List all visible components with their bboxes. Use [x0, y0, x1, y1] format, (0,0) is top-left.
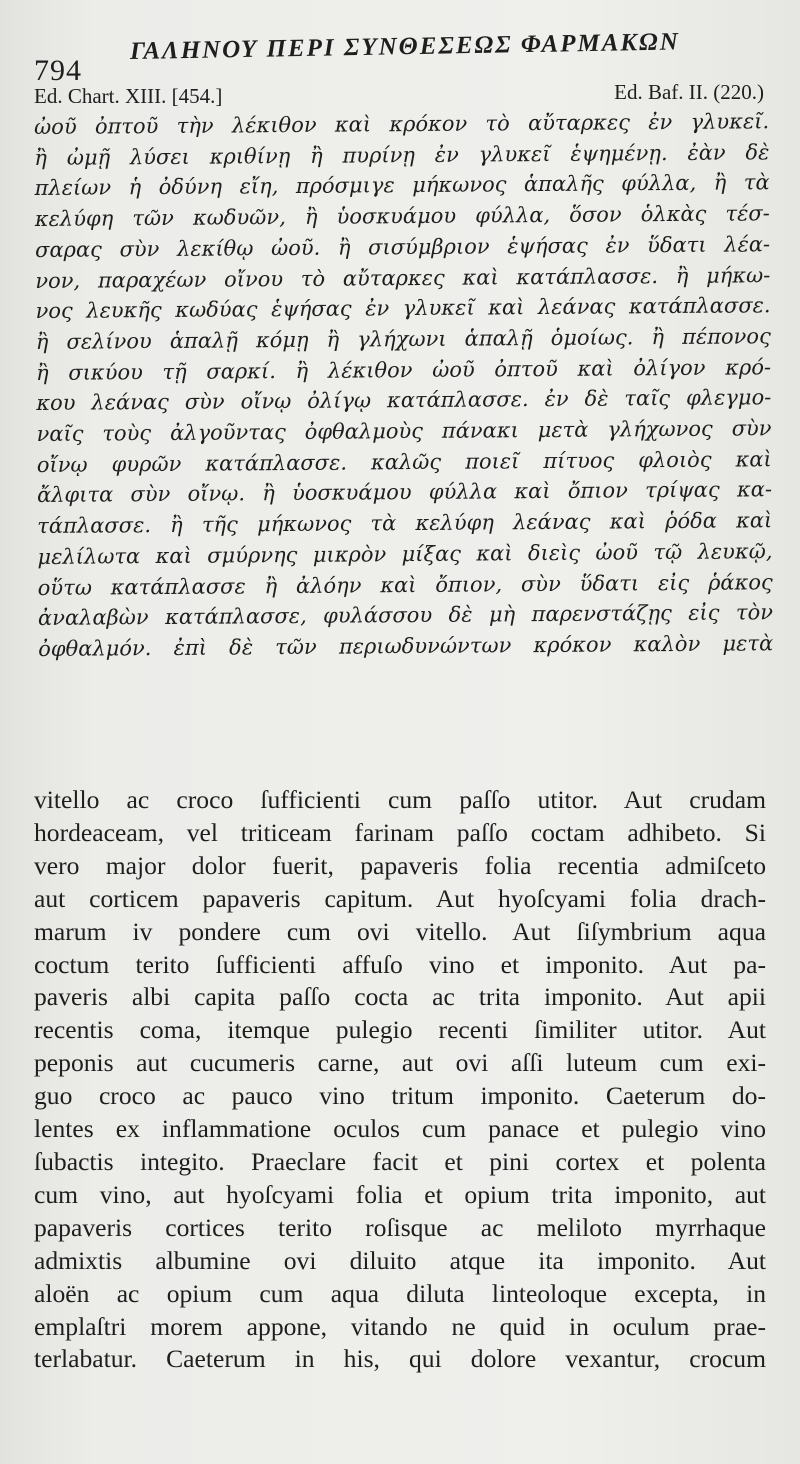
greek-text-block	[34, 106, 773, 664]
greek-line: μελίλωτα καὶ σμύρνης μικρὸν μίξας καὶ διεὶς ὠοῦ τῷ λευκῷ,	[37, 539, 773, 569]
greek-line: τάπλασσε. ἢ τῆς μήκωνος τὰ κελύφη λεάνας καὶ ῥόδα καὶ	[37, 508, 773, 539]
page-number: 794	[34, 54, 82, 87]
greek-line: σαρας σὺν λεκίθῳ ὠοῦ. ἢ σισύμβριον ἑψήσας ἐν ὕδατι λέα-	[34, 232, 771, 262]
greek-line: κελύφη τῶν κωδυῶν, ἢ ὑοσκυάμου φύλλα, ὅσον ὁλκὰς τέσ-	[34, 201, 770, 232]
greek-line: ἢ ὠμῇ λύσει κριθίνῃ ἢ πυρίνῃ ἐν γλυκεῖ ἑψημένῃ. ἐὰν δὲ	[34, 139, 770, 170]
greek-line: πλείων ἡ ὀδύνη εἴη, πρόσμιγε μήκωνος ἁπαλῆς φύλλα, ἢ τὰ	[34, 170, 770, 201]
greek-line: οὕτω κατάπλασσε ἢ ἀλόην καὶ ὄπιον, σὺν ὕδατι εἰς ῥάκος	[37, 569, 773, 600]
greek-line: νος λευκῆς κωδύας ἑψήσας ἐν γλυκεῖ καὶ λεάνας κατάπλασσε.	[35, 293, 771, 324]
greek-line: οἴνῳ φυρῶν κατάπλασσε. καλῶς ποιεῖ πίτυος φλοιὸς καὶ	[36, 446, 772, 477]
running-title: ΓΑΛΗΝΟΥ ΠΕΡΙ ΣΥΝΘΕΣΕΩΣ ΦΑΡΜΑΚΩΝ	[129, 28, 680, 65]
page-header	[34, 28, 764, 87]
greek-line: ἢ σικύου τῇ σαρκί. ἢ λέκιθον ὠοῦ ὀπτοῦ καὶ ὀλίγον κρό-	[35, 354, 772, 385]
latin-line: recentis coma, itemque pulegio recenti ſimiliter utitor. Aut	[34, 1015, 766, 1045]
greek-line: ἄλφιτα σὺν οἴνῳ. ἢ ὑοσκυάμου φύλλα καὶ ὄπιον τρίψας κα-	[36, 477, 773, 508]
latin-line: ſubactis integito. Praeclare facit et pini cortex et polenta	[34, 1146, 766, 1176]
edition-references	[34, 80, 764, 110]
greek-line: νον, παραχέων οἴνου τὸ αὔταρκες καὶ κατάπλασσε. ἢ μήκω-	[35, 262, 771, 293]
latin-line: vero major dolor fuerit, papaveris folia recentia admiſceto	[34, 850, 766, 880]
latin-line: peponis aut cucumeris carne, aut ovi aſſi luteum cum exi-	[34, 1048, 766, 1078]
latin-line: lentes ex inflammatione oculos cum panace et pulegio vino	[34, 1114, 766, 1144]
edition-basel-reference: Ed. Baf. II. (220.)	[614, 80, 764, 104]
latin-line: paveris albi capita paſſo cocta ac trita imponito. Aut apii	[34, 982, 766, 1012]
greek-line: ὀφθαλμόν. ἐπὶ δὲ τῶν περιωδυνώντων κρόκον καλὸν μετὰ	[38, 631, 774, 661]
latin-line: cum vino, aut hyoſcyami folia et opium trita imponito, aut	[34, 1179, 766, 1209]
latin-line: admixtis albumine ovi diluito atque ita imponito. Aut	[34, 1245, 766, 1275]
greek-line: ὠοῦ ὀπτοῦ τὴν λέκιθον καὶ κρόκον τὸ αὔταρκες ἐν γλυκεῖ.	[34, 109, 770, 139]
latin-line: aloën ac opium cum aqua diluta linteoloque excepta, in	[34, 1278, 766, 1308]
greek-line: ἢ σελίνου ἁπαλῇ κόμῃ ἢ γλήχωνι ἁπαλῇ ὁμοίως. ἢ πέπονος	[35, 324, 771, 354]
latin-line: terlabatur. Caeterum in his, qui dolore vexantur, crocum	[34, 1344, 766, 1374]
latin-text-block	[34, 784, 766, 1376]
greek-line: ναῖς τοὺς ἀλγοῦντας ὀφθαλμοὺς πάνακι μετὰ γλήχωνος σὺν	[36, 416, 772, 447]
latin-line: aut corticem papaveris capitum. Aut hyoſcyami folia drach-	[34, 883, 766, 913]
latin-line: papaveris cortices terito roſisque ac meliloto myrrhaque	[34, 1212, 766, 1242]
latin-line: coctum terito ſufficienti affuſo vino et imponito. Aut pa-	[34, 949, 766, 979]
latin-line: marum iv pondere cum ovi vitello. Aut ſiſymbrium aqua	[34, 916, 766, 946]
edition-chartier-reference: Ed. Chart. XIII. [454.]	[34, 84, 223, 108]
latin-line: hordeaceam, vel triticeam farinam paſſo coctam adhibeto. Si	[34, 817, 766, 847]
latin-line: guo croco ac pauco vino tritum imponito. Caeterum do-	[34, 1081, 766, 1111]
latin-line: emplaſtri morem appone, vitando ne quid in oculum prae-	[34, 1311, 766, 1341]
greek-line: κου λεάνας σὺν οἴνῳ ὀλίγῳ κατάπλασσε. ἐν δὲ ταῖς φλεγμο-	[36, 385, 772, 416]
latin-line: vitello ac croco ſufficienti cum paſſo utitor. Aut crudam	[34, 785, 766, 814]
greek-line: ἀναλαβὼν κατάπλασσε, φυλάσσου δὲ μὴ παρενστάζῃς εἰς τὸν	[37, 600, 774, 631]
